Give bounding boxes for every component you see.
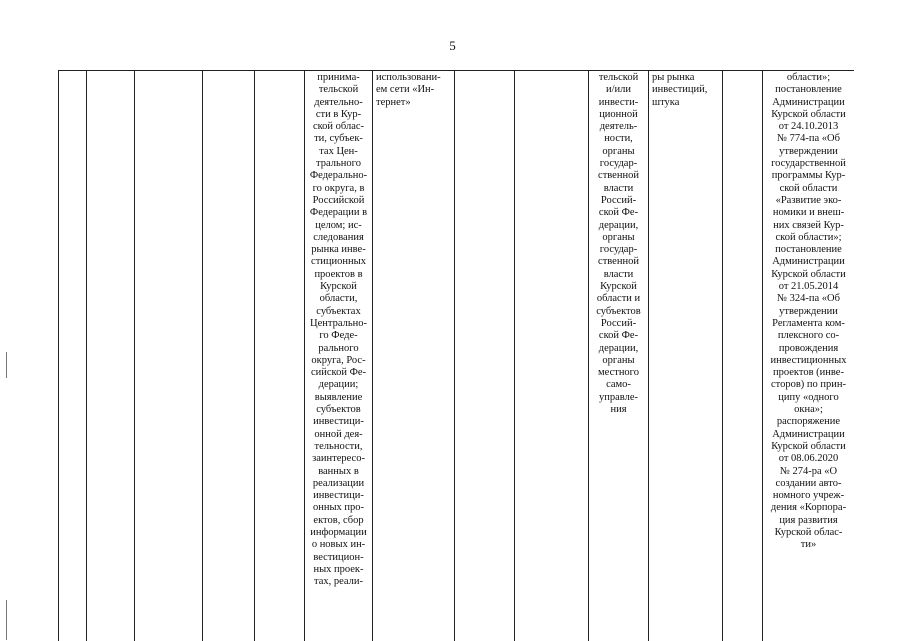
continuation-table (58, 70, 854, 641)
table-cell-col8 (455, 71, 515, 641)
regulation-table (58, 71, 854, 641)
table-cell-indicator: ры рынка инвестиций, штука (649, 71, 723, 641)
table-cell-col5 (255, 71, 305, 641)
table-cell-col4 (203, 71, 255, 641)
table-cell-col3 (135, 71, 203, 641)
table-cell-col12 (723, 71, 763, 641)
scan-margin-mark (6, 352, 7, 378)
table-cell-col2 (87, 71, 135, 641)
table-cell-col1 (59, 71, 87, 641)
table-cell-col9 (515, 71, 589, 641)
table-row (59, 71, 855, 641)
table-cell-participants: тельской и/или инвести- ционной деятель- ности, органы государ- ственной власти Россий- ской Фе- дерации, органы государ- ственной власти Курской области и субъектов Россий- ской Фе- дерации, органы местного само- управле- ния (589, 71, 649, 641)
table-cell-method: использовани- ем сети «Ин- тернет» (373, 71, 455, 641)
table-cell-activity-description: принима- тельской деятельно- сти в Кур- ской облас- ти, субъек- тах Цен- трального Федерально- го округа, в Российской Федерации в целом; ис- следования рынка инве- стиционных проектов в Курской области, субъектах Центрально- го Феде- рального округа, Рос- сийской Фе- дерации; выявление субъектов инвестици- онной дея- тельности, заинтересо- ванных в реализации инвестици- онных про- ектов, сбор информации о новых ин- вестицион- ных проек- тах, реали- (305, 71, 373, 641)
scan-margin-mark (6, 600, 7, 640)
table-cell-legal-basis: области»; постановление Администрации Курской области от 24.10.2013 № 774-па «Об утверждении государственной программы Кур- ской области «Развитие эко- номики и внеш- них связей Кур- ской области»; постановление Администрации Курской области от 21.05.2014 № 324-па «Об утверждении Регламента ком- плексного со- провождения инвестиционных проектов (инве- сторов) по прин- ципу «одного окна»; распоряжение Администрации Курской области от 08.06.2020 № 274-ра «О создании авто- номного учреж- дения «Корпора- ция развития Курской облас- ти» (763, 71, 855, 641)
page-number: 5 (449, 38, 456, 53)
